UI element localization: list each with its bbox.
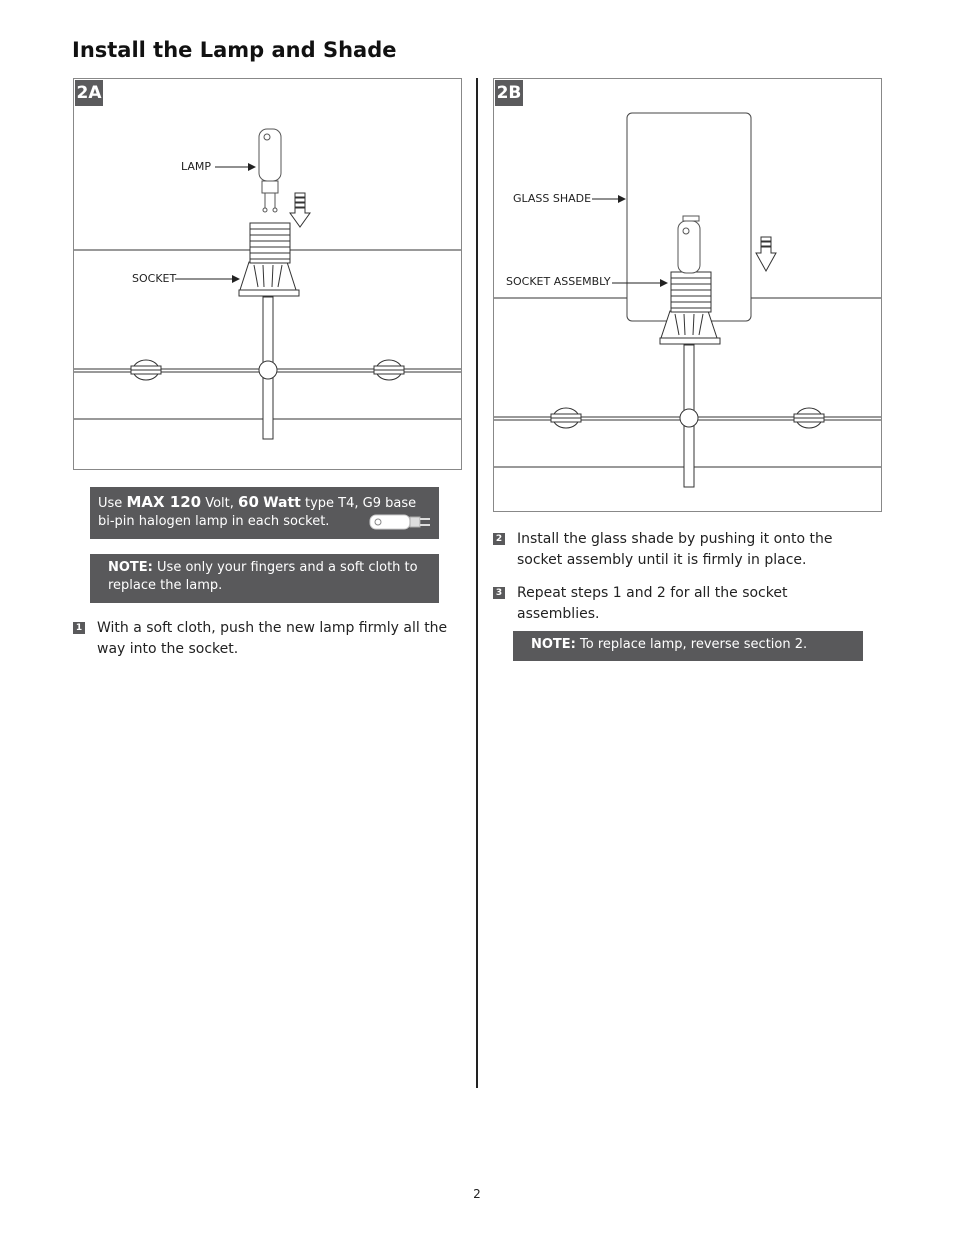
diagram-panel-2b bbox=[493, 78, 882, 512]
step-text: With a soft cloth, push the new lamp firmly all the way into the socket. bbox=[97, 620, 448, 657]
cable-clip-right bbox=[794, 408, 824, 428]
socket-assembly-label: SOCKET ASSEMBLY bbox=[506, 275, 611, 288]
spec-max-voltage: MAX 120 bbox=[126, 493, 202, 511]
note-box-replace bbox=[513, 631, 863, 661]
cable-clip-left bbox=[551, 408, 581, 428]
cable-clip-right bbox=[374, 360, 404, 380]
note-label: NOTE: bbox=[108, 560, 153, 575]
note-text: To replace lamp, reverse section 2. bbox=[580, 637, 808, 652]
spec-volt: Volt, bbox=[205, 496, 234, 511]
page-number: 2 bbox=[473, 1187, 481, 1201]
spec-use: Use bbox=[98, 496, 123, 511]
down-arrow-icon bbox=[756, 237, 776, 271]
glass-shade-label: GLASS SHADE bbox=[513, 192, 592, 205]
instruction-step-1 bbox=[73, 618, 453, 660]
instruction-step-3 bbox=[493, 583, 873, 625]
step-text: Install the glass shade by pushing it onto the socket assembly until it is firmly in place. bbox=[517, 531, 833, 568]
note-label: NOTE: bbox=[531, 637, 576, 652]
panel-tag-2b: 2B bbox=[494, 79, 524, 107]
step-text: Repeat steps 1 and 2 for all the socket assemblies. bbox=[517, 585, 788, 622]
lamp-label: LAMP bbox=[181, 160, 212, 173]
spec-line-2: bi-pin halogen lamp in each socket. bbox=[98, 514, 330, 529]
spec-type: type T4, G9 base bbox=[304, 496, 417, 511]
note-text: Use only your fingers and a soft cloth to replace the lamp. bbox=[108, 560, 418, 593]
halogen-lamp-icon bbox=[364, 512, 434, 532]
panel-tag-2a: 2A bbox=[74, 79, 104, 107]
socket-label: SOCKET bbox=[132, 272, 177, 285]
cable-clip-left bbox=[131, 360, 161, 380]
diagram-panel-2a bbox=[73, 78, 462, 470]
column-divider bbox=[476, 78, 478, 1088]
shade-install-diagram bbox=[494, 79, 881, 511]
down-arrow-icon bbox=[290, 193, 310, 227]
step-number: 3 bbox=[493, 587, 505, 599]
halogen-lamp bbox=[259, 129, 281, 212]
halogen-lamp bbox=[678, 216, 700, 273]
step-number: 2 bbox=[493, 533, 505, 545]
note-box-fingers bbox=[90, 554, 439, 603]
instruction-step-2 bbox=[493, 529, 873, 571]
spec-watt-word: Watt bbox=[263, 495, 301, 511]
spec-line-1 bbox=[98, 493, 431, 513]
spec-watt-number: 60 bbox=[238, 493, 259, 511]
page-title: Install the Lamp and Shade bbox=[72, 38, 397, 62]
step-number: 1 bbox=[73, 622, 85, 634]
